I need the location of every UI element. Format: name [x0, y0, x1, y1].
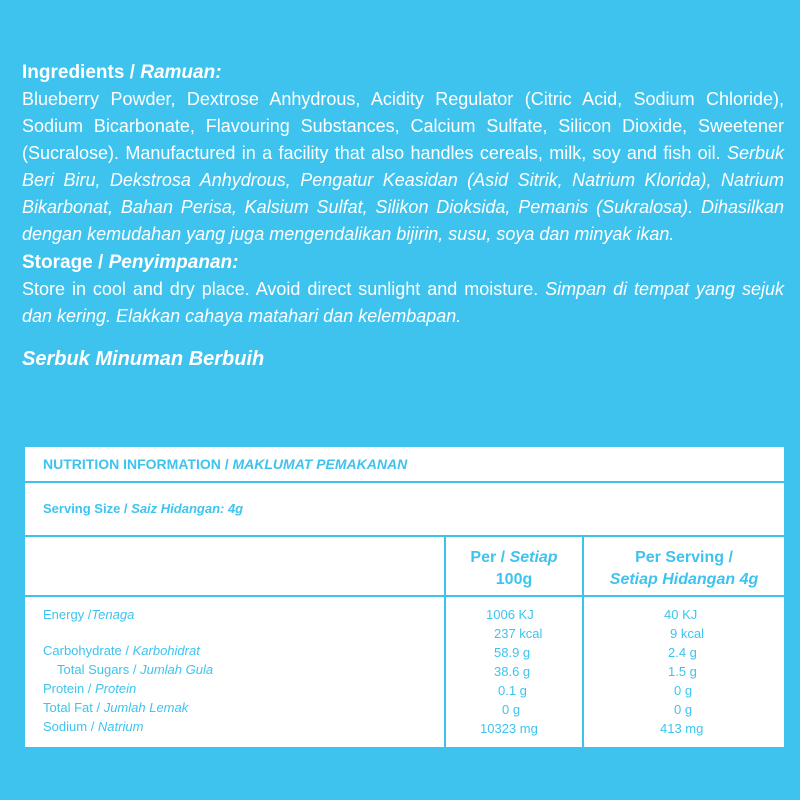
- per-serving-values: [583, 596, 785, 748]
- value-carbohydrate-serving: 2.4 g: [668, 645, 697, 660]
- label-text-section: [22, 60, 784, 372]
- storage-text: Store in cool and dry place. Avoid direct sunlight and moisture. Simpan di tempat yang sejuk dan kering. Elakkan cahaya matahari dan kelembapan.: [22, 279, 784, 326]
- ingredients-title: Ingredients / Ramuan:: [22, 62, 222, 83]
- nutrition-table: [23, 445, 786, 749]
- value-energy-kcal-serving: 9 kcal: [670, 626, 704, 641]
- label-total-fat: Total Fat / Jumlah Lemak: [43, 700, 189, 715]
- label-protein: Protein / Protein: [43, 681, 137, 696]
- label-total-sugars: Total Sugars / Jumlah Gula: [57, 662, 214, 677]
- per-100g-header: Per / Setiap 100g: [445, 536, 583, 596]
- label-carbohydrate: Carbohydrate / Karbohidrat: [43, 643, 200, 658]
- nutrient-column-header: [24, 536, 445, 596]
- value-sodium-100g: 10323 mg: [480, 721, 538, 736]
- value-total-sugars-100g: 38.6 g: [494, 664, 531, 679]
- nutrient-labels: [24, 596, 445, 748]
- product-name: Serbuk Minuman Berbuih: [22, 348, 265, 370]
- value-total-sugars-serving: 1.5 g: [668, 664, 697, 679]
- storage-title: Storage / Penyimpanan:: [22, 252, 239, 273]
- value-sodium-serving: 413 mg: [660, 721, 704, 736]
- label-energy: Energy /Tenaga: [43, 607, 135, 622]
- value-energy-kcal-100g: 237 kcal: [494, 626, 543, 641]
- serving-size: Serving Size / Saiz Hidangan: 4g: [24, 482, 785, 536]
- per-100g-values: [445, 596, 583, 748]
- value-carbohydrate-100g: 58.9 g: [494, 645, 531, 660]
- value-protein-100g: 0.1 g: [498, 683, 527, 698]
- nutrition-header: NUTRITION INFORMATION / MAKLUMAT PEMAKANAN: [24, 446, 785, 482]
- label-sodium: Sodium / Natrium: [43, 719, 144, 734]
- per-serving-header: Per Serving / Setiap Hidangan 4g: [583, 536, 785, 596]
- value-total-fat-serving: 0 g: [674, 702, 693, 717]
- value-protein-serving: 0 g: [674, 683, 693, 698]
- ingredients-text: Blueberry Powder, Dextrose Anhydrous, Acidity Regulator (Citric Acid, Sodium Chloride), Sodium Bicarbonate, Flavouring Substances, Calcium Sulfate, Silicon Dioxide, Sweetener (Sucralose). Manufactured in a facility that also handles cereals, milk, soy and fish oil. Serbuk Beri Biru, Dekstrosa Anhydrous, Pengatur Keasidan (Asid Sitrik, Natrium Klorida), Natrium Bikarbonat, Bahan Perisa, Kalsium Sulfat, Silikon Dioksida, Pemanis (Sukralosa). Dihasilkan dengan kemudahan yang juga mengendalikan bijirin, susu, soya dan minyak ikan.: [22, 89, 784, 244]
- value-energy-kj-serving: 40 KJ: [664, 607, 698, 622]
- value-energy-kj-100g: 1006 KJ: [486, 607, 534, 622]
- value-total-fat-100g: 0 g: [502, 702, 521, 717]
